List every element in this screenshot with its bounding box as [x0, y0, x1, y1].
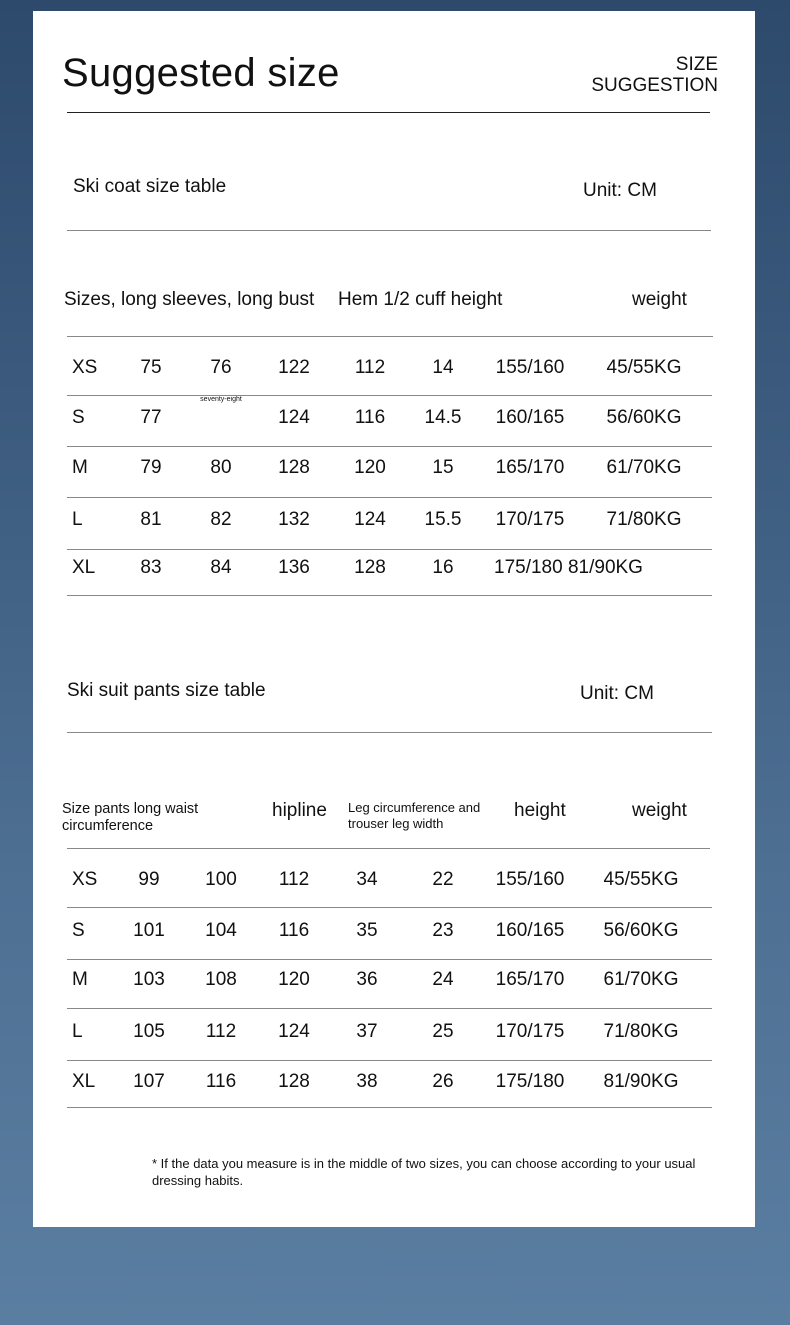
pants-cell: 128 — [278, 1071, 310, 1092]
pants-cell: 81/90KG — [603, 1071, 679, 1092]
pants-cell: 175/180 — [495, 1071, 565, 1092]
coat-row-divider — [67, 395, 712, 396]
pants-cell: 38 — [356, 1071, 378, 1092]
pants-row-divider — [67, 1008, 712, 1009]
coat-cell: 116 — [354, 407, 386, 428]
coat-cell: 128 — [354, 557, 386, 578]
coat-cell: 77 — [140, 407, 162, 428]
pants-cell: 105 — [133, 1021, 165, 1042]
pants-header-height: height — [514, 800, 566, 821]
pants-cell: 108 — [205, 969, 237, 990]
pants-cell: 37 — [356, 1021, 378, 1042]
pants-table-title: Ski suit pants size table — [67, 680, 266, 701]
size-suggestion-line1: SIZE — [675, 54, 718, 75]
pants-cell: 45/55KG — [603, 869, 679, 890]
coat-cell: 160/165 — [495, 407, 565, 428]
pants-cell: 100 — [205, 869, 237, 890]
coat-cell: 15 — [432, 457, 454, 478]
pants-cell: L — [72, 1021, 83, 1042]
coat-cell: 15.5 — [424, 509, 462, 530]
coat-cell: 61/70KG — [606, 457, 682, 478]
coat-cell: 136 — [278, 557, 310, 578]
coat-cell: 75 — [140, 357, 162, 378]
pants-cell: 165/170 — [495, 969, 565, 990]
pants-cell: 99 — [138, 869, 160, 890]
pants-header-weight: weight — [632, 800, 687, 821]
pants-unit-label: Unit: CM — [580, 683, 654, 704]
coat-cell: 80 — [210, 457, 232, 478]
coat-cell: 84 — [210, 557, 232, 578]
pants-cell: XL — [72, 1071, 96, 1092]
coat-cell: L — [72, 509, 83, 530]
pants-cell: 104 — [205, 920, 237, 941]
coat-cell: 71/80KG — [606, 509, 682, 530]
pants-header-leg-circumference: Leg circumference and trouser leg width — [348, 800, 481, 831]
coat-cell: 170/175 — [495, 509, 565, 530]
pants-cell: 24 — [432, 969, 454, 990]
pants-cell: 170/175 — [495, 1021, 565, 1042]
pants-cell: S — [72, 920, 85, 941]
coat-cell: 128 — [278, 457, 310, 478]
coat-cell: XL — [72, 557, 96, 578]
coat-cell: 155/160 — [495, 357, 565, 378]
coat-header-weight: weight — [632, 289, 687, 310]
coat-row-divider — [67, 549, 712, 550]
coat-table-title: Ski coat size table — [73, 176, 227, 197]
pants-cell: 160/165 — [495, 920, 565, 941]
pants-cell: 61/70KG — [603, 969, 679, 990]
pants-cell: 112 — [278, 869, 310, 890]
coat-title-divider — [67, 230, 711, 231]
pants-row-divider — [67, 959, 712, 960]
coat-cell: 83 — [140, 557, 162, 578]
pants-cell: 120 — [278, 969, 310, 990]
pants-cell: 26 — [432, 1071, 454, 1092]
coat-row-divider — [67, 446, 712, 447]
pants-cell: 35 — [356, 920, 378, 941]
pants-cell: 107 — [133, 1071, 165, 1092]
coat-cell: 124 — [278, 407, 310, 428]
pants-header-size-waist: Size pants long waist circumference — [62, 801, 199, 834]
pants-row-divider — [67, 1107, 712, 1108]
pants-cell: M — [72, 969, 88, 990]
pants-title-divider — [67, 732, 712, 733]
pants-cell: 112 — [205, 1021, 237, 1042]
coat-unit-label: Unit: CM — [583, 180, 657, 201]
coat-cell: 122 — [278, 357, 310, 378]
coat-cell: 165/170 — [495, 457, 565, 478]
size-chart-card — [33, 11, 755, 1227]
coat-cell: 132 — [278, 509, 310, 530]
coat-cell: 16 — [432, 557, 454, 578]
pants-cell: 155/160 — [495, 869, 565, 890]
coat-cell: 81 — [140, 509, 162, 530]
title-divider — [67, 112, 710, 113]
coat-cell: 120 — [354, 457, 386, 478]
coat-row-divider — [67, 497, 712, 498]
size-suggestion-line2: SUGGESTION — [591, 75, 718, 96]
pants-cell: 22 — [432, 869, 454, 890]
pants-row-divider — [67, 907, 712, 908]
coat-cell: 45/55KG — [606, 357, 682, 378]
coat-cell: 175/180 81/90KG — [494, 557, 643, 578]
coat-cell: 79 — [140, 457, 162, 478]
page-title: Suggested size — [62, 51, 340, 95]
coat-cell: S — [72, 407, 85, 428]
pants-cell: 23 — [432, 920, 454, 941]
coat-cell: 14 — [432, 357, 454, 378]
pants-cell: 71/80KG — [603, 1021, 679, 1042]
coat-cell: M — [72, 457, 88, 478]
pants-cell: 56/60KG — [603, 920, 679, 941]
coat-cell: 76 — [210, 357, 232, 378]
coat-cell: seventy-eight — [200, 396, 242, 403]
sizing-footnote: * If the data you measure is in the middle of two sizes, you can choose according to your usual dressing habits. — [152, 1156, 696, 1188]
pants-cell: 36 — [356, 969, 378, 990]
pants-cell: 25 — [432, 1021, 454, 1042]
coat-header-divider — [67, 336, 713, 337]
pants-header-hipline: hipline — [272, 800, 327, 821]
coat-cell: 14.5 — [424, 407, 462, 428]
size-suggestion-label — [591, 54, 718, 96]
coat-header-sizes: Sizes, long sleeves, long bust — [64, 289, 315, 310]
coat-cell: 56/60KG — [606, 407, 682, 428]
coat-cell: 124 — [354, 509, 386, 530]
pants-header-divider — [67, 848, 710, 849]
pants-cell: 124 — [278, 1021, 310, 1042]
pants-cell: XS — [72, 869, 98, 890]
pants-cell: 34 — [356, 869, 378, 890]
coat-row-divider — [67, 595, 712, 596]
coat-cell: XS — [72, 357, 98, 378]
pants-cell: 101 — [133, 920, 165, 941]
coat-cell: 82 — [210, 509, 232, 530]
pants-row-divider — [67, 1060, 712, 1061]
pants-cell: 116 — [278, 920, 310, 941]
coat-header-hem-cuff-height: Hem 1/2 cuff height — [338, 289, 503, 310]
pants-cell: 116 — [205, 1071, 237, 1092]
coat-cell: 112 — [354, 357, 386, 378]
pants-cell: 103 — [133, 969, 165, 990]
